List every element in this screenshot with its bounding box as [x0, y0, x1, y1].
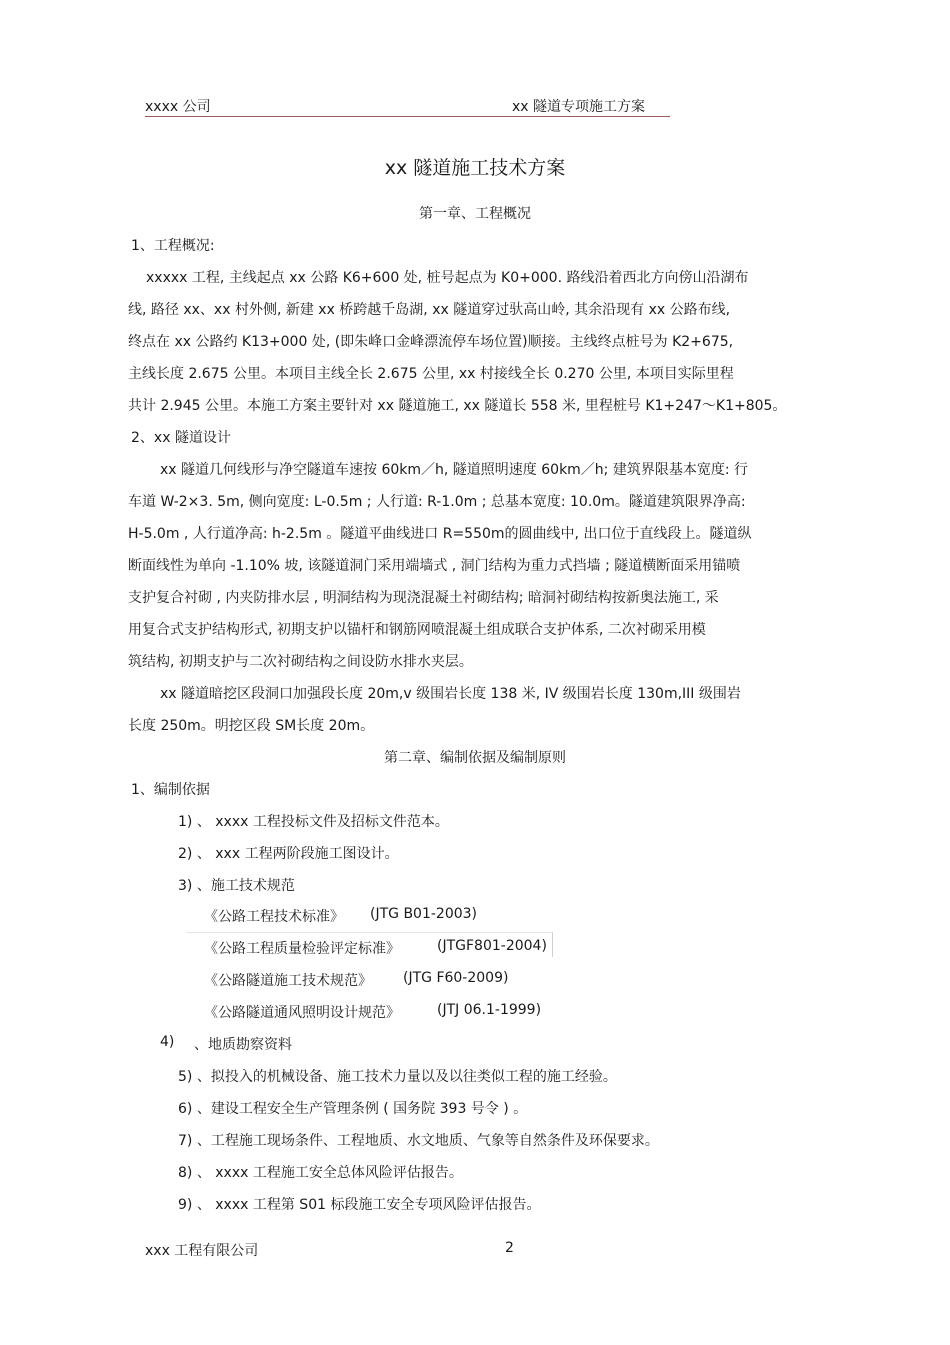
paragraph-line: 用复合式支护结构形式, 初期支护以锚杆和钢筋网喷混凝土组成联合支护体系, 二次衬砌采用模	[128, 622, 706, 638]
chapter-2-heading: 第二章、编制依据及编制原则	[384, 750, 566, 766]
paragraph-line: xx 隧道暗挖区段洞口加强段长度 20m,v 级围岩长度 138 米, IV 级围岩长度 130m,III 级围岩	[160, 686, 741, 702]
paragraph-line: 车道 W-2×3. 5m, 侧向宽度: L-0.5m ; 人行道: R-1.0m ; 总基本宽度: 10.0m。隧道建筑限界净高:	[128, 494, 746, 510]
section-2-heading: 2、xx 隧道设计	[131, 430, 231, 446]
list-item: 2) 、 xxx 工程两阶段施工图设计。	[178, 846, 399, 862]
standard-code: (JTG B01-2003)	[370, 906, 478, 922]
document-title: xx 隧道施工技术方案	[384, 157, 566, 179]
header-company: xxxx 公司	[145, 99, 211, 115]
standard-code: (JTJ 06.1-1999)	[437, 1002, 542, 1018]
paragraph-line: H-5.0m , 人行道净高: h-2.5m 。隧道平曲线进口 R=550m的圆曲线中, 出口位于直线段上。隧道纵	[128, 526, 752, 542]
list-item: 、地质勘察资料	[194, 1037, 292, 1053]
paragraph-line: xx 隧道几何线形与净空隧道车速按 60km／h, 隧道照明速度 60km／h; 建筑界限基本宽度: 行	[160, 462, 749, 478]
standard-code: (JTGF801-2004)	[437, 938, 547, 954]
header-doc-title: xx 隧道专项施工方案	[512, 99, 646, 115]
list-item-number: 4)	[160, 1034, 175, 1050]
section-1-heading: 1、工程概况:	[131, 238, 215, 254]
paragraph-line: 终点在 xx 公路约 K13+000 处, (即朱峰口金峰漂流停车场位置)顺接。主线终点桩号为 K2+675,	[128, 334, 734, 350]
list-item: 7) 、工程施工现场条件、工程地质、水文地质、气象等自然条件及环保要求。	[178, 1133, 659, 1149]
paragraph-line: 长度 250m。明挖区段 SM长度 20m。	[128, 718, 375, 734]
standard-name: 《公路隧道通风照明设计规范》	[204, 1005, 400, 1021]
header-rule	[145, 116, 670, 117]
paragraph-line: xxxxx 工程, 主线起点 xx 公路 K6+600 处, 桩号起点为 K0+000. 路线沿着西北方向傍山沿湖布	[146, 270, 749, 286]
page-number: 2	[505, 1240, 514, 1256]
paragraph-line: 支护复合衬砌 , 内夹防排水层 , 明洞结构为现浇混凝土衬砌结构; 暗洞衬砌结构按新奥法施工, 采	[128, 590, 719, 606]
list-item: 9) 、 xxxx 工程第 S01 标段施工安全专项风险评估报告。	[178, 1197, 541, 1213]
list-item: 8) 、 xxxx 工程施工安全总体风险评估报告。	[178, 1165, 463, 1181]
paragraph-line: 断面线性为单向 -1.10% 坡, 该隧道洞门采用端墙式 , 洞门结构为重力式挡墙 ; 隧道横断面采用锚喷	[128, 558, 741, 574]
standard-name: 《公路工程技术标准》	[204, 909, 344, 925]
basis-heading: 1、编制依据	[131, 782, 210, 798]
paragraph-line: 筑结构, 初期支护与二次衬砌结构之间设防水排水夹层。	[128, 654, 473, 670]
footer-company: xxx 工程有限公司	[145, 1243, 259, 1259]
paragraph-line: 共计 2.945 公里。本施工方案主要针对 xx 隧道施工, xx 隧道长 558 米, 里程桩号 K1+247～K1+805。	[128, 398, 787, 414]
paragraph-line: 主线长度 2.675 公里。本项目主线全长 2.675 公里, xx 村接线全长 0.270 公里, 本项目实际里程	[128, 366, 734, 382]
chapter-1-heading: 第一章、工程概况	[419, 206, 531, 222]
standard-code: (JTG F60-2009)	[403, 970, 509, 986]
list-item: 5) 、拟投入的机械设备、施工技术力量以及以往类似工程的施工经验。	[178, 1069, 617, 1085]
paragraph-line: 线, 路径 xx、xx 村外侧, 新建 xx 桥跨越千岛湖, xx 隧道穿过驮高山岭, 其余沿现有 xx 公路布线,	[128, 302, 731, 318]
list-item: 6) 、建设工程安全生产管理条例 ( 国务院 393 号令 ) 。	[178, 1101, 528, 1117]
standard-name: 《公路工程质量检验评定标准》	[204, 941, 400, 957]
list-item: 3) 、施工技术规范	[178, 878, 295, 894]
standard-name: 《公路隧道施工技术规范》	[204, 973, 372, 989]
list-item: 1) 、 xxxx 工程投标文件及招标文件范本。	[178, 814, 449, 830]
